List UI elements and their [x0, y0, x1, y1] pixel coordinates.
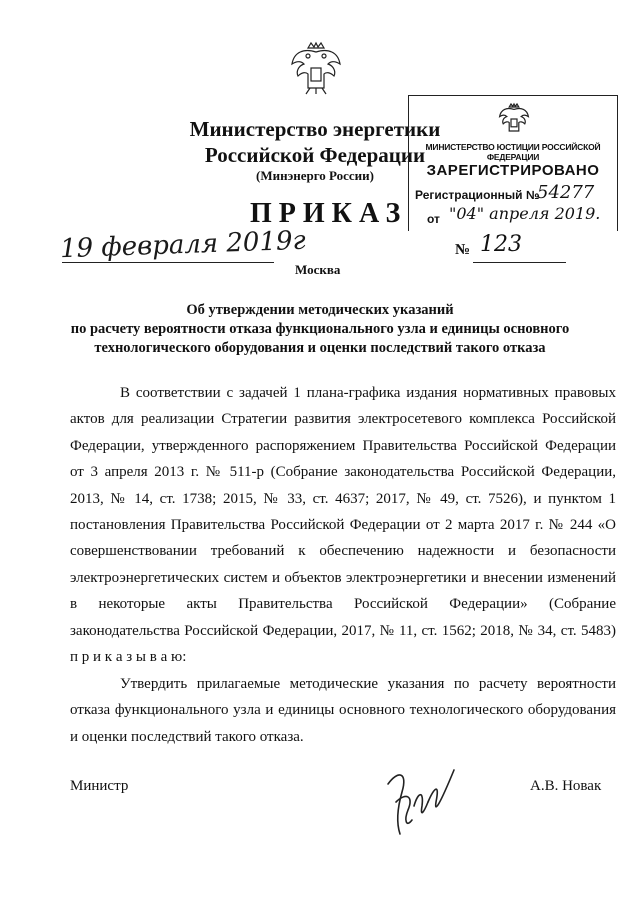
coat-of-arms-icon — [286, 38, 346, 98]
handwritten-number: 123 — [480, 232, 522, 257]
signatory-position: Министр — [70, 778, 129, 794]
date-underline — [62, 262, 274, 263]
title-line-2: по расчету вероятности отказа функционального узла и единицы основного — [70, 321, 570, 337]
stamp-reg-label: Регистрационный № — [415, 188, 540, 202]
city: Москва — [295, 262, 341, 277]
body-paragraph-1: В соответствии с задачей 1 плана-графика издания нормативных правовых актов для реализации Стратегии развития электросетевого комплекса Российской Федерации, утвержденного распоряжением Правительства Российской Федерации от 3 апреля 2013 г. № 511-р (Собрание законодательства Российской Федерации, 2013, № 14, ст. 1738; 2015, № 33, ст. 4637; 2017, № 49, ст. 7526), и пунктом 1 постановления Правительства Российской Федерации от 2 марта 2017 г. № 244 «О совершенствовании требований к обеспечению надежности и безопасности электроэнергетических систем и объектов электроэнергетики и внесении изменений в некоторые акты Правительства Российской Федерации» (Собрание законодательства Российской Федерации, 2017, № 11, ст. 1562; 2018, № 34, ст. 5483) п р и к а з ы в а ю: — [70, 385, 616, 666]
ministry-line-2: Российской Федерации — [204, 143, 426, 167]
stamp-authority: МИНИСТЕРСТВО ЮСТИЦИИ РОССИЙСКОЙ ФЕДЕРАЦИИ — [425, 142, 601, 162]
signature — [378, 762, 460, 842]
document-type: ПРИКАЗ — [250, 198, 408, 229]
stamp-date-prefix: от — [427, 212, 440, 226]
number-underline — [473, 262, 566, 263]
ministry-line-1: Министерство энергетики — [189, 117, 441, 141]
ministry-abbreviation: (Минэнерго России) — [256, 168, 374, 183]
stamp-status: ЗАРЕГИСТРИРОВАНО — [426, 162, 600, 179]
signatory-name: А.В. Новак — [530, 778, 602, 794]
handwritten-date: 19 февраля 2019г — [59, 225, 307, 265]
document-title — [60, 301, 580, 358]
number-label: № — [455, 242, 471, 258]
registration-stamp — [408, 95, 618, 231]
title-line-1: Об утверждении методических указаний — [186, 302, 454, 318]
ministry-name — [185, 116, 445, 168]
stamp-reg-number: 54277 — [537, 182, 595, 203]
stamp-date-value: "04" апреля 2019. — [449, 204, 601, 223]
body-paragraph-2: Утвердить прилагаемые методические указания по расчету вероятности отказа функционального узла и единицы основного технологического оборудования и оценки последствий такого отказа. — [70, 676, 616, 745]
stamp-coat-of-arms-icon — [496, 101, 532, 137]
title-line-3: технологического оборудования и оценки последствий такого отказа — [94, 340, 546, 356]
